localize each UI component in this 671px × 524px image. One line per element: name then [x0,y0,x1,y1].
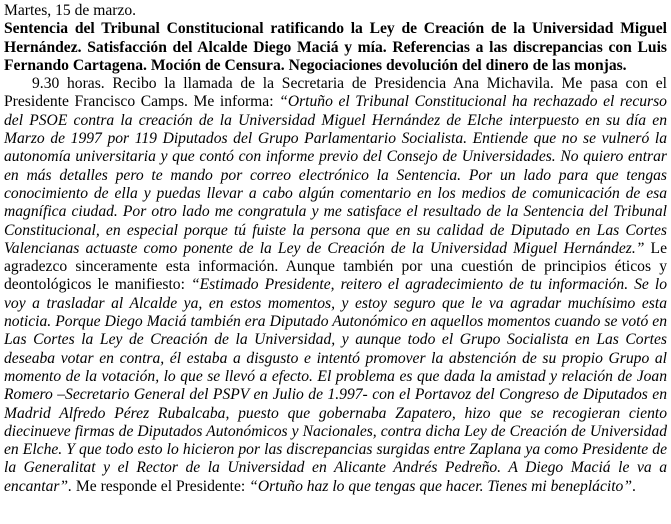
entry-body [4,75,667,496]
body-text-4: . [632,477,636,495]
entry-date: Martes, 15 de marzo. [4,2,137,19]
quote-president-2: “Ortuño haz lo que tengas que hacer. Tienes mi beneplácito” [249,477,633,495]
body-text-3: Me responde el Presidente: [72,477,250,495]
body-text-2: Le agradezco sinceramente esta información. Aunque también por una cuestión de principios éticos y deontológicos le manifiesto: [4,239,667,294]
entry-headline: Sentencia del Tribunal Constitucional ratificando la Ley de Creación de la Universidad Miguel Hernández. Satisfacción del Alcalde Diego Maciá y mía. Referencias a las discrepancias con Luis Fernando Cartagena. Moción de Censura. Negociaciones devolución del dinero de las monjas. [4,20,667,74]
body-text-1: 9.30 horas. Recibo la llamada de la Secretaria de Presidencia Ana Michavila. Me pasa con el Presidente Francisco Camps. Me informa: [4,75,667,111]
quote-president-1: “Ortuño el Tribunal Constitucional ha rechazado el recurso del PSOE contra la creación de la Universidad Miguel Hernández de Elche interpuesto en su día en Marzo de 1997 por 119 Diputados del Grupo Parlamentario Socialista. Entiende que no se vulneró la autonomía universitaria y que contó con informe previo del Consejo de Universidades. No quiero entrar en más detalles pero te mando por correo electrónico la Sentencia. Por un lado para que tengas conocimiento de ella y puedas llevar a cabo algún comentario en los medios de comunicación de esa magnífica ciudad. Por otro lado me congratula y me satisface el resultado de la Sentencia del Tribunal Constitucional, en especial porque tú fuiste la persona que en su calidad de Diputado en Las Cortes Valencianas actuaste como ponente de la Ley de Creación de la Universidad Miguel Hernández.” [4,93,667,257]
quote-author-reply: “Estimado Presidente, reitero el agradecimiento de tu información. Se lo voy a trasladar al Alcalde ya, en estos momentos, y estoy seguro que le va agradar muchísimo esta noticia. Porque Diego Maciá también era Diputado Autonómico en aquellos momentos cuando se votó en Las Cortes la Ley de Creación de la Universidad, y aunque todo el Grupo Socialista en Las Cortes deseaba votar en contra, él estaba a disgusto e intentó promover la abstención de su propio Grupo al momento de la votación, lo que se llevó a efecto. El problema es que dada la amistad y relación de Joan Romero –Secretario General del PSPV en Julio de 1.997- con el Portavoz del Congreso de Diputados en Madrid Alfredo Pérez Rubalcaba, puesto que gobernaba Zapatero, hizo que se recogieran ciento diecinueve firmas de Diputados Autonómicos y Nacionales, contra dicha Ley de Creación de Universidad en Elche. Y que todo esto lo hicieron por las discrepancias surgidas entre Zaplana ya como Presidente de la Generalitat y el Rector de la Universidad en Alicante Andrés Pedreño. A Diego Maciá le va a encantar”. [4,276,667,495]
